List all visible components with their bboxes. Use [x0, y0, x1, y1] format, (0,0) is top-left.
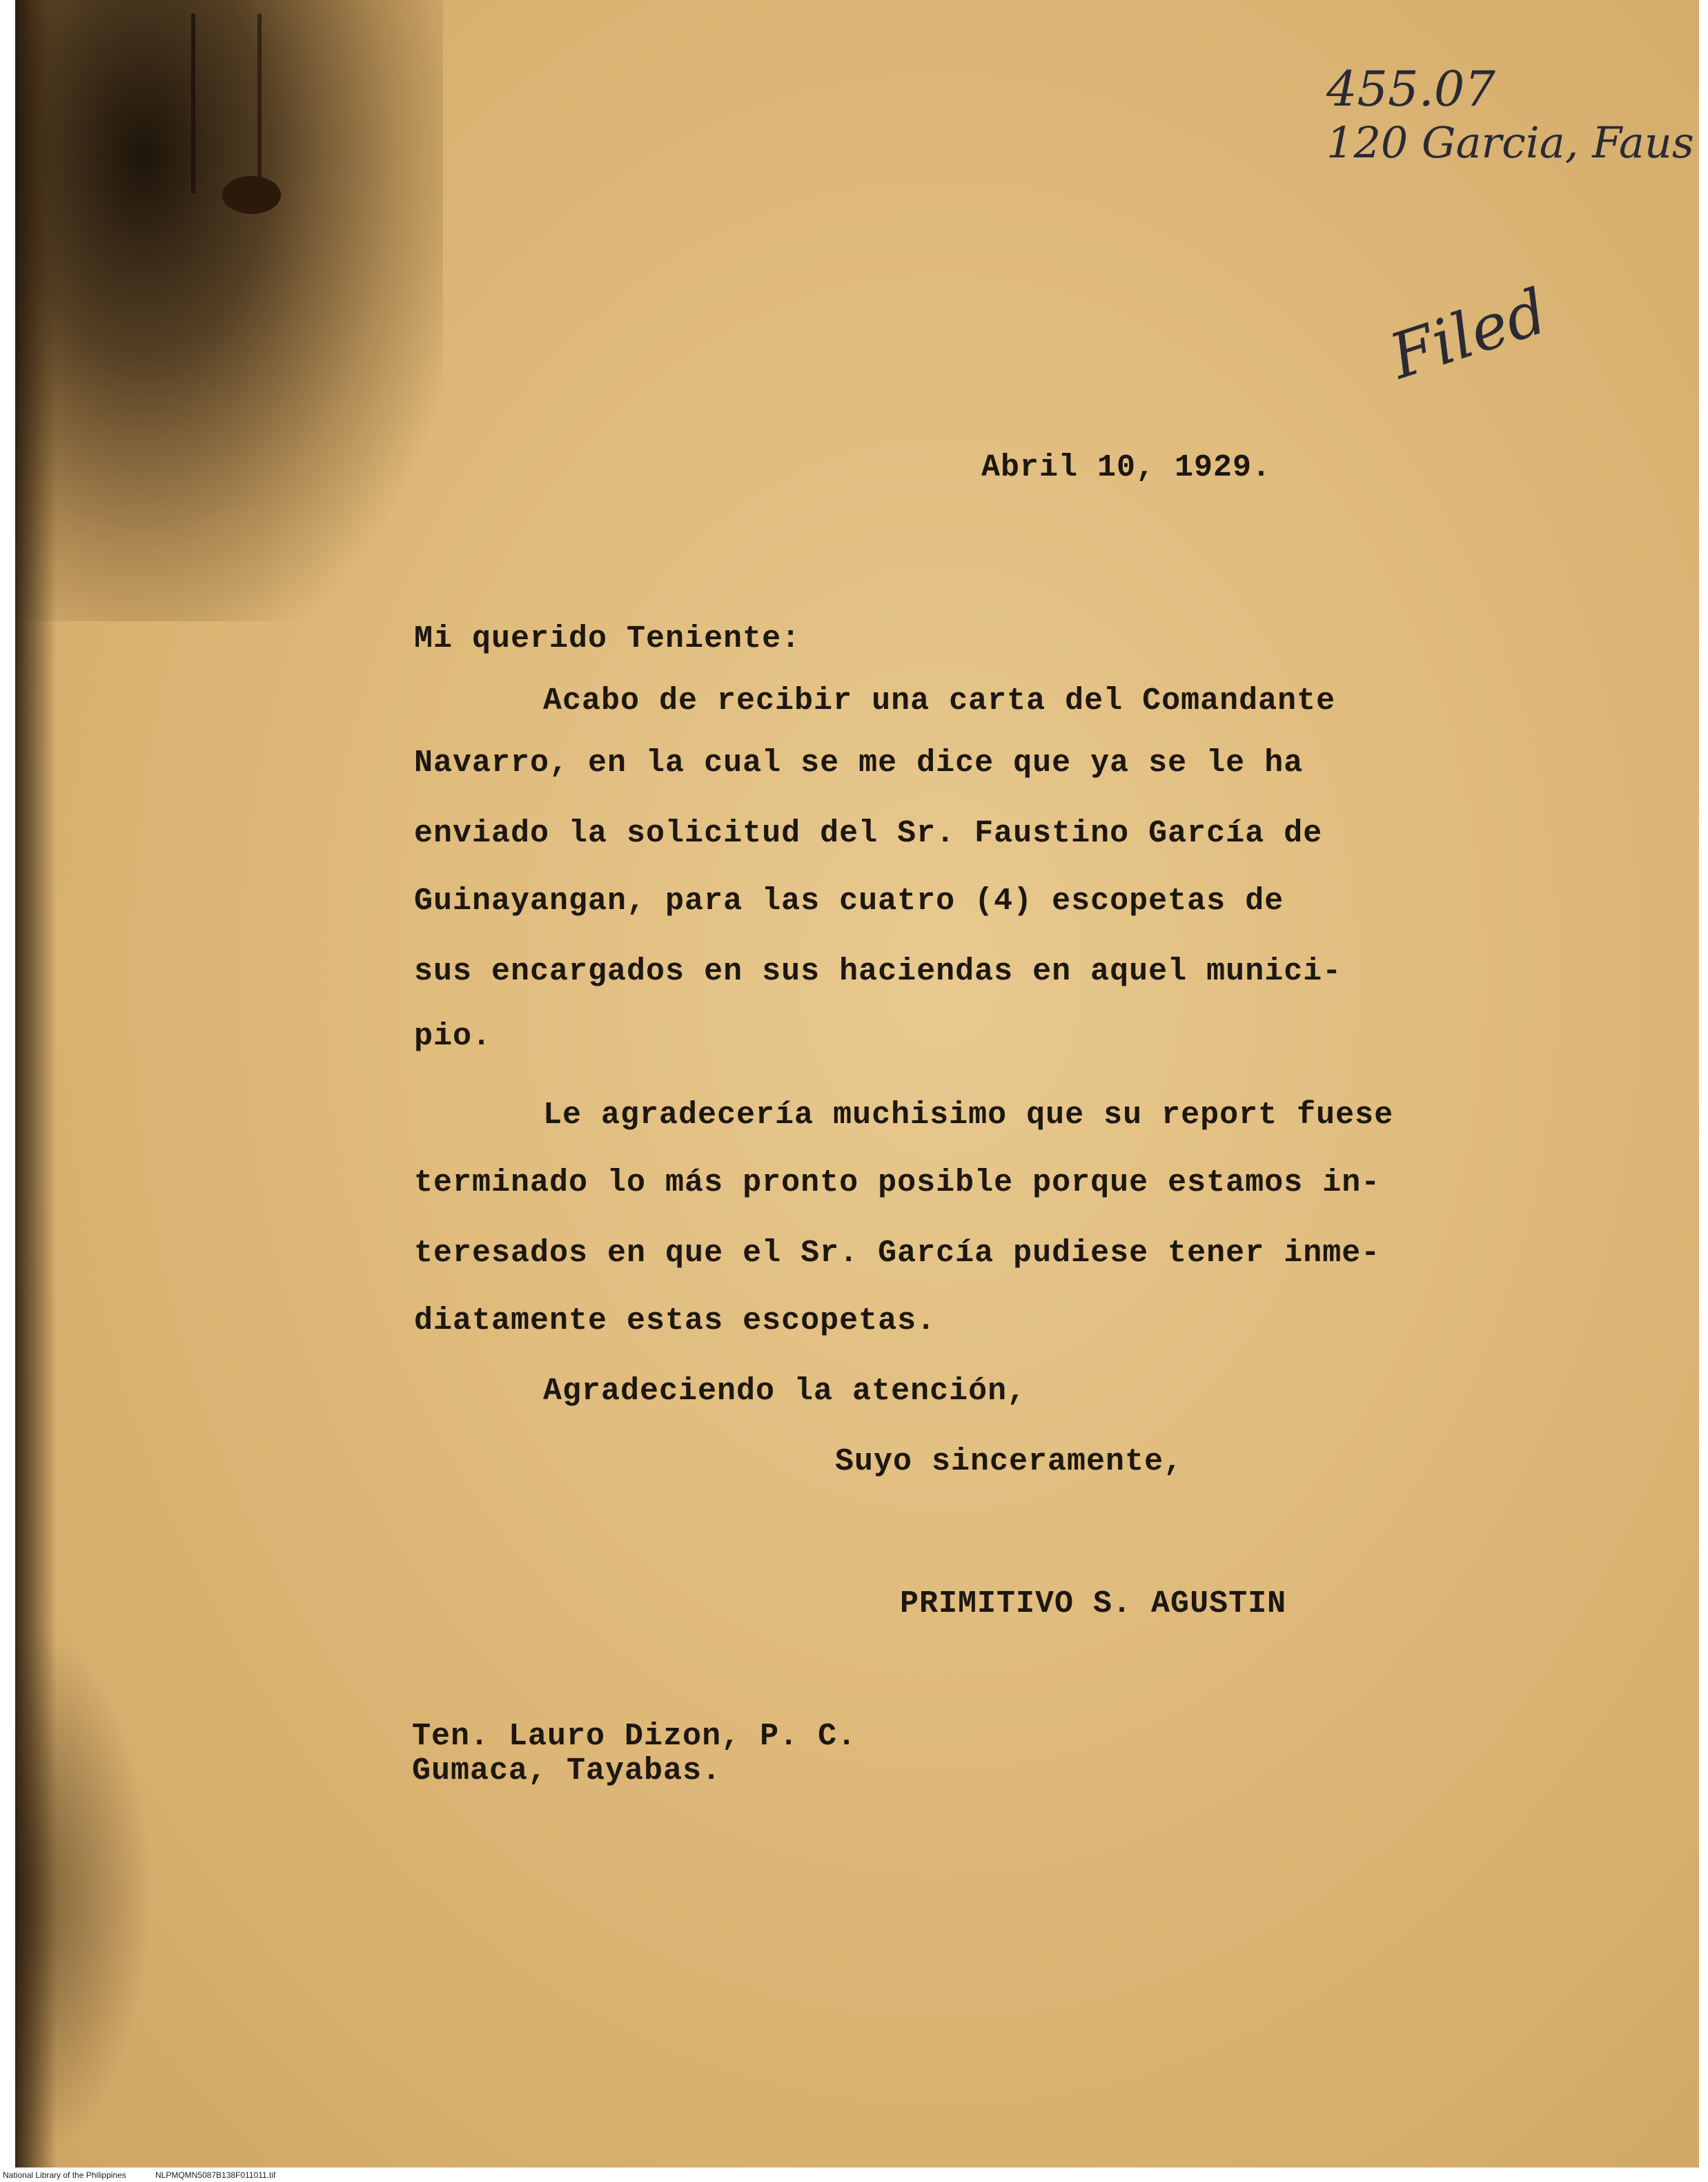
paragraph-line: Guinayangan, para las cuatro (4) escopetas de [414, 884, 1284, 919]
handwritten-name-note: 120 Garcia, Faus [1326, 117, 1694, 168]
closing-line: Agradeciendo la atención, [543, 1374, 1027, 1409]
salutation: Mi querido Teniente: [414, 621, 801, 656]
paragraph-line: diatamente estas escopetas. [414, 1303, 936, 1338]
paragraph-line: enviado la solicitud del Sr. Faustino García de [414, 816, 1323, 851]
address-line: Ten. Lauro Dizon, P. C. [412, 1719, 857, 1754]
signature-name: PRIMITIVO S. AGUSTIN [900, 1586, 1287, 1621]
letter-sheet [15, 0, 1699, 2168]
paragraph-line: Navarro, en la cual se me dice que ya se le ha [414, 746, 1304, 781]
handwritten-filed-note: Filed [1382, 275, 1556, 393]
paper-clip-mark [191, 14, 262, 193]
scan-footer [0, 2169, 1708, 2182]
address-line: Gumaca, Tayabas. [412, 1753, 722, 1789]
letter-date: Abril 10, 1929. [981, 450, 1272, 485]
paragraph-line: pio. [414, 1019, 492, 1054]
paragraph-line: teresados en que el Sr. García pudiese tener inme- [414, 1236, 1381, 1271]
sign-off: Suyo sinceramente, [835, 1444, 1184, 1479]
paragraph-line: Le agradecería muchisimo que su report fuese [543, 1098, 1394, 1133]
footer-file-id: NLPMQMN5087B138F011011.tif [155, 2170, 276, 2180]
paragraph-line: Acabo de recibir una carta del Comandante [543, 683, 1336, 719]
footer-institution: National Library of the Philippines [3, 2170, 126, 2180]
paragraph-line: sus encargados en sus haciendas en aquel munici- [414, 954, 1342, 989]
paragraph-line: terminado lo más pronto posible porque estamos in- [414, 1165, 1381, 1200]
lower-edge-stain [15, 1622, 153, 2168]
punch-hole [222, 176, 281, 214]
handwritten-file-number: 455.07 [1326, 61, 1495, 117]
